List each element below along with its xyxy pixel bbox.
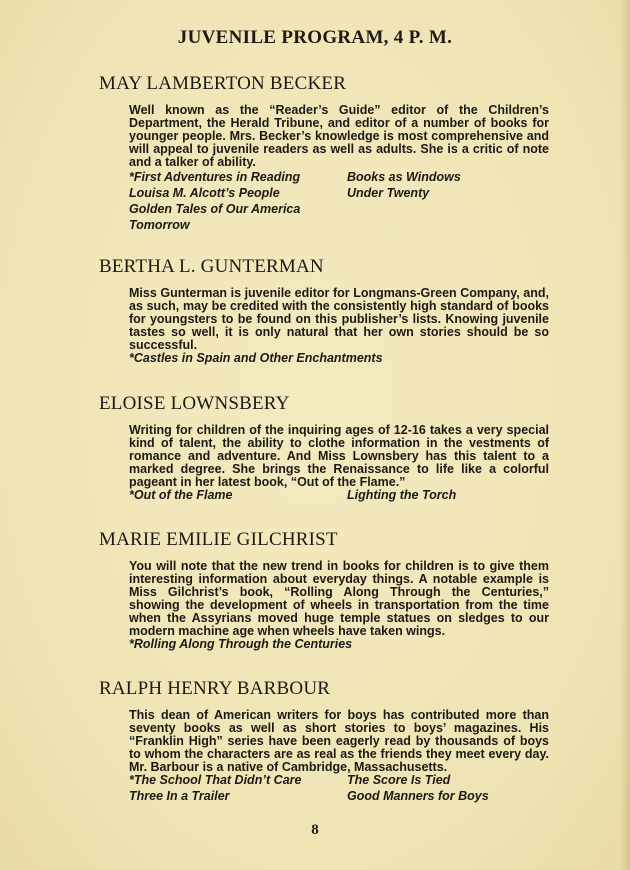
page-title: JUVENILE PROGRAM, 4 P. M. xyxy=(177,27,453,48)
book-title: Golden Tales of Our America xyxy=(129,202,301,216)
book-title: *Rolling Along Through the Centuries xyxy=(129,637,353,651)
speaker-bio: This dean of American writers for boys has contributed more than seventy books as well as short stories to boys’ magazines. His “Franklin High” series have been eagerly read by thousands of boys to whom the characters are as real as the friends they meet every day. Mr. Barbour is a native of Cambridge, Massachusetts. xyxy=(129,708,549,774)
page-number: 8 xyxy=(311,822,319,838)
book-title: Under Twenty xyxy=(347,186,430,200)
book-title: *First Adventures in Reading xyxy=(129,170,301,184)
speaker-bio: Miss Gunterman is juvenile editor for Longmans-Green Company, and, as such, may be credited with the consistently high standard of books for youngsters to be found on this publisher’s lists. Knowing juvenile tastes so well, it is only natural that her own stories should be so successful. xyxy=(129,286,549,352)
speaker-name: RALPH HENRY BARBOUR xyxy=(99,678,331,699)
book-title: Books as Windows xyxy=(347,170,461,184)
book-title: Tomorrow xyxy=(129,218,190,232)
book-title: *Out of the Flame xyxy=(129,488,233,502)
book-title: Louisa M. Alcott’s People xyxy=(129,186,280,200)
paper-edge-shadow xyxy=(620,0,630,870)
speaker-name: MARIE EMILIE GILCHRIST xyxy=(99,529,338,550)
speaker-name: MAY LAMBERTON BECKER xyxy=(99,73,347,94)
book-title: Three In a Trailer xyxy=(129,789,230,803)
book-title: Lighting the Torch xyxy=(347,488,457,502)
speaker-name: ELOISE LOWNSBERY xyxy=(99,393,290,414)
speaker-bio: You will note that the new trend in books for children is to give them interesting information about everyday things. A notable example is Miss Gilchrist’s book, “Rolling Along Through the Centuries,” showing the development of wheels in transportation from the time when the Assyrians moved huge temple statues on sledges to our modern machine age when wheels have taken wings. xyxy=(129,559,549,638)
book-title: *Castles in Spain and Other Enchantments xyxy=(129,351,383,365)
speaker-bio: Well known as the “Reader’s Guide” editor of the Children’s Department, the Herald Tribune, and editor of a number of books for younger people. Mrs. Becker’s knowledge is most comprehensive and will appeal to juvenile readers as well as adults. She is a critic of note and a talker of ability. xyxy=(129,103,549,169)
speaker-bio: Writing for children of the inquiring ages of 12-16 takes a very special kind of talent, the ability to clothe information in the vestments of romance and adventure. And Miss Lownsbery has this talent to a marked degree. She brings the Renaissance to life like a colorful pageant in her latest book, “Out of the Flame.” xyxy=(129,423,549,489)
book-title: *The School That Didn’t Care xyxy=(129,773,302,787)
speaker-name: BERTHA L. GUNTERMAN xyxy=(99,256,324,277)
book-title: Good Manners for Boys xyxy=(347,789,489,803)
book-title: The Score Is Tied xyxy=(347,773,451,787)
